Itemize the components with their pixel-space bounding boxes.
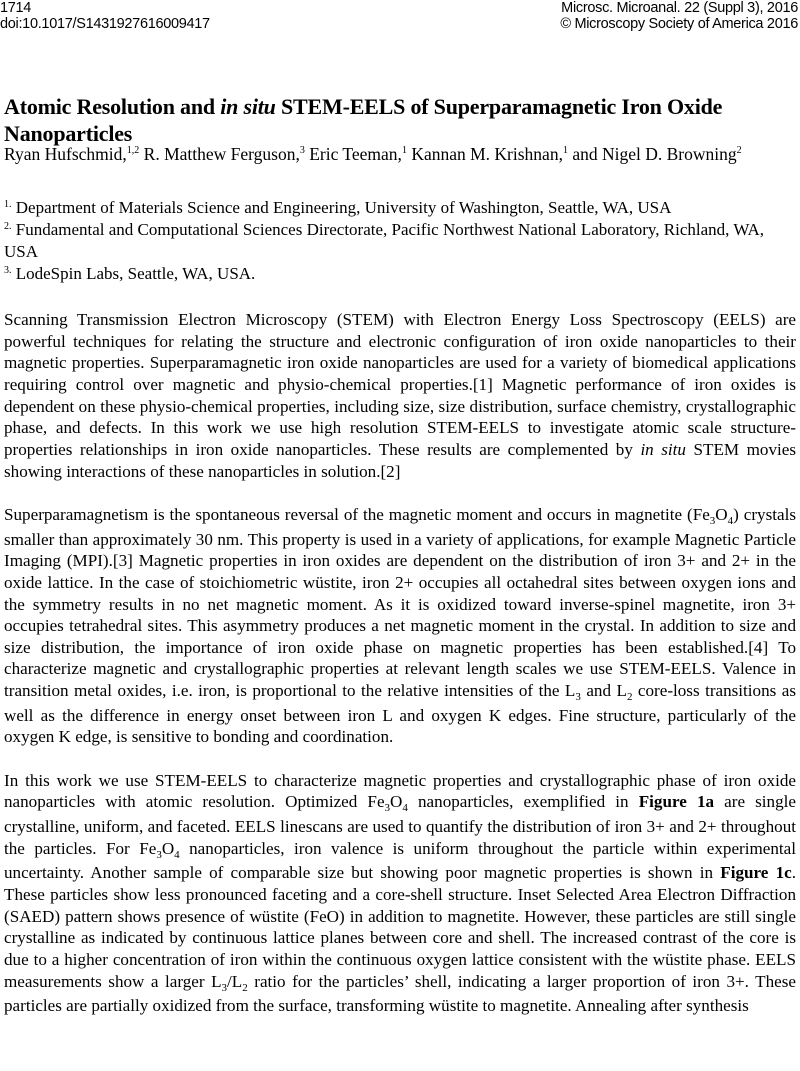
affiliation: [4, 197, 794, 219]
text-run: and Nigel D. Browning: [567, 144, 737, 164]
text-run: STEM movies showing interactions of these nanoparticles in solution.[2]: [4, 439, 796, 481]
figure-reference: Figure 1a: [638, 792, 715, 812]
affiliation-marker: 1: [562, 145, 568, 156]
copyright: © Microscopy Society of America 2016: [560, 16, 798, 32]
subscript: 3: [221, 981, 228, 994]
subscript: 3: [156, 848, 162, 861]
affiliation-text: LodeSpin Labs, Seattle, WA, USA.: [11, 264, 256, 283]
text-run: Eric Teeman,: [304, 144, 402, 164]
author-list: [4, 143, 794, 165]
affiliation-marker: 1,2: [126, 145, 140, 156]
affiliation-marker: 1: [401, 145, 407, 156]
paragraph: [4, 309, 796, 482]
paragraph: [4, 770, 796, 1017]
affiliation-marker: 2: [736, 145, 742, 156]
affiliation: [4, 219, 794, 263]
running-header-left: [0, 0, 210, 32]
text-run: Ryan Hufschmid,: [4, 144, 127, 164]
text-run: O: [390, 792, 403, 812]
text-run: STEM-EELS of Superparamagnetic Iron Oxide Nanoparticles: [4, 94, 723, 146]
body-text: [4, 309, 796, 1039]
text-run: in situ: [220, 94, 276, 119]
text-run: and L: [580, 681, 627, 701]
text-run: In this work we use STEM-EELS to characterize magnetic properties and crystallographic phase of iron oxide nanoparticles with atomic resolution. Optimized Fe: [4, 770, 796, 812]
text-run: R. Matthew Ferguson,: [139, 144, 300, 164]
paragraph: [4, 504, 796, 748]
text-run: /L: [227, 971, 243, 991]
text-run: nanoparticles, iron valence is uniform throughout the particle within experimental uncertainty. Another sample of comparable size but showing poor magnetic properties is shown in: [4, 838, 797, 883]
text-run: are single crystalline, uniform, and faceted. EELS linescans are used to quantify the distribution of iron 3+ and 2+ throughout the particles. For Fe: [4, 792, 796, 858]
subscript: 3: [575, 691, 581, 704]
text-run: Atomic Resolution and: [4, 94, 221, 119]
text-run: Scanning Transmission Electron Microscopy (STEM) with Electron Energy Loss Spectroscopy (EELS) are powerful techniques for relating the structure and electronic configuration of iron oxide nanoparticles to their magnetic properties. Superparamagnetic iron oxide nanoparticles are used for a variety of biomedical applications requiring control over magnetic and physio-chemical properties.[1] Magnetic performance of iron oxides is dependent on these physio-chemical properties, including size, size distribution, surface chemistry, crystallographic phase, and defects. In this work we use high resolution STEM-EELS to investigate atomic scale structure-properties relationships in iron oxide nanoparticles. These results are complemented by: [4, 310, 796, 459]
text-run: in situ: [640, 439, 686, 459]
text-run: Superparamagnetism is the spontaneous reversal of the magnetic moment and occurs in magnetite (Fe: [4, 504, 710, 524]
subscript: 4: [402, 802, 408, 815]
text-run: Kannan M. Krishnan,: [406, 144, 563, 164]
page-number: 1714: [0, 0, 32, 16]
paper-title: [4, 93, 784, 147]
subscript: 3: [709, 514, 716, 527]
running-header-right: [560, 0, 798, 32]
subscript: 3: [384, 802, 391, 815]
affiliation-number: 3.: [4, 265, 12, 276]
subscript: 4: [727, 514, 734, 527]
affiliation: [4, 263, 794, 285]
text-run: O: [715, 504, 728, 524]
subscript: 2: [242, 981, 248, 994]
doi: doi:10.1017/S1431927616009417: [0, 16, 210, 32]
subscript: 2: [626, 691, 633, 704]
affiliations: [4, 197, 794, 285]
affiliation-number: 2.: [4, 221, 12, 232]
subscript: 4: [174, 848, 180, 861]
text-run: ) crystals smaller than approximately 30 nm. This property is used in a variety of applications, for example Magnetic Particle Imaging (MPI).[3] Magnetic properties in iron oxides are dependent on the distribution of iron 3+ and 2+ in the oxide lattice. In the case of stoichiometric wüstite, iron 2+ occupies all octahedral sites between oxygen ions and the symmetry results in no net magnetic moment. As it is oxidized toward inverse-spinel magnetite, iron 3+ occupies tetrahedral sites. This asymmetry produces a net magnetic moment in the crystal. In addition to size and size distribution, the importance of iron oxide phase on magnetic properties has been established.[4] To characterize magnetic and crystallographic properties at relevant length scales we use STEM-EELS. Valence in transition metal oxides, i.e. iron, is proportional to the relative intensities of the L: [4, 504, 796, 701]
text-run: core-loss transitions as well as the difference in energy onset between iron L and oxygen K edges. Fine structure, particularly of the oxygen K edge, is sensitive to bonding and coordination.: [4, 681, 796, 747]
text-run: O: [161, 838, 175, 858]
text-run: ratio for the particles’ shell, indicating a larger proportion of iron 3+. These particles are partially oxidized from the surface, transforming wüstite to magnetite. Annealing after synthesis: [4, 971, 796, 1016]
affiliation-marker: 3: [299, 145, 305, 156]
text-run: . These particles show less pronounced faceting and a core-shell structure. Inset Selected Area Electron Diffraction (SAED) pattern shows presence of wüstite (FeO) in addition to magnetite. However, these particles are still single crystalline as indicated by continuous lattice planes between core and shell. The increased contrast of the core is due to a higher concentration of iron within the continuous oxygen lattice consistent with the wüstite phase. EELS measurements show a larger L: [4, 863, 796, 991]
journal-citation: Microsc. Microanal. 22 (Suppl 3), 2016: [561, 0, 798, 16]
affiliation-number: 1.: [4, 199, 12, 210]
figure-reference: Figure 1c: [720, 863, 792, 883]
affiliation-text: Fundamental and Computational Sciences Directorate, Pacific Northwest National Laboratory, Richland, WA, USA: [4, 220, 765, 261]
text-run: nanoparticles, exemplified in: [407, 792, 639, 812]
affiliation-text: Department of Materials Science and Engineering, University of Washington, Seattle, WA, USA: [11, 198, 672, 217]
